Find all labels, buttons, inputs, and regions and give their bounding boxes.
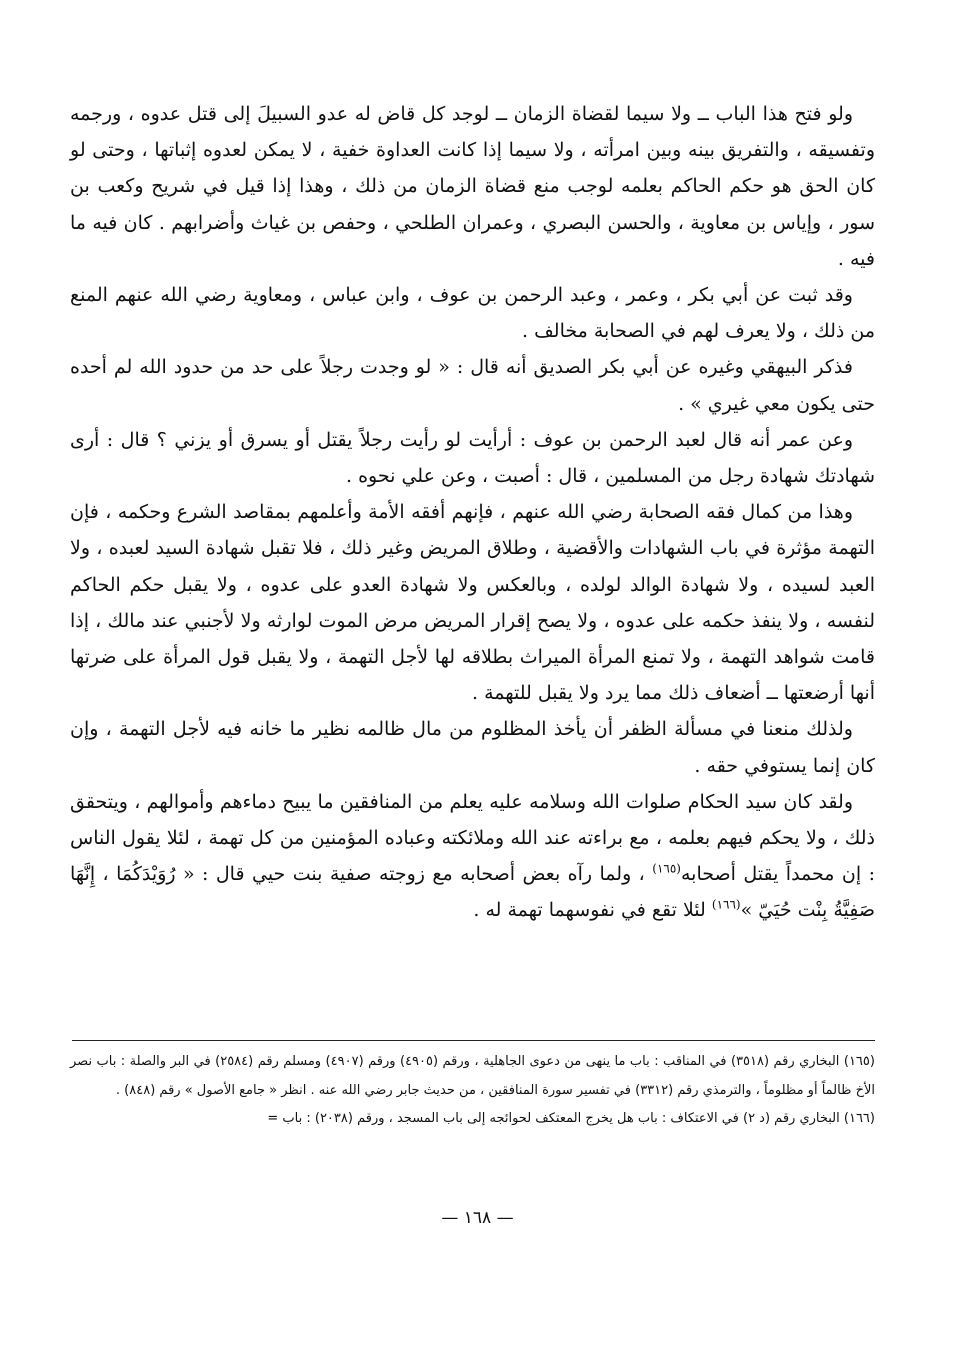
paragraph-3: فذكر البيهقي وغيره عن أبي بكر الصديق أنه قال : « لو وجدت رجلاً على حد من حدود الله لم أحده حتى يكون معي غيري » . [70, 356, 875, 415]
paragraph-7-part-2: ، ولما رآه بعض أصحابه مع زوجته صفية بنت حيي قال : « رُوَيْدَكُمَا ، إِنَّهَا صَفِيَّةُ بِنْت حُيَيّ » [70, 863, 875, 922]
paragraph-2: وقد ثبت عن أبي بكر ، وعمر ، وعبد الرحمن بن عوف ، وابن عباس ، ومعاوية رضي الله عنهم المنع من ذلك ، ولا يعرف لهم في الصحابة مخالف . [70, 284, 875, 343]
footnotes [70, 1048, 875, 1134]
paragraph-6: ولذلك منعنا في مسألة الظفر أن يأخذ المظلوم من مال ظالمه نظير ما خانه فيه لأجل التهمة ، وإن كان إنما يستوفي حقه . [70, 718, 875, 777]
paragraph-5: وهذا من كمال فقه الصحابة رضي الله عنهم ، فإنهم أفقه الأمة وأعلمهم بمقاصد الشرع وحكمه ، فإن التهمة مؤثرة في باب الشهادات والأقضية ، وطلاق المريض وغير ذلك ، فلا تقبل شهادة السيد لعبده ، ولا العبد لسيده ، ولا شهادة الوالد لولده ، وبالعكس ولا شهادة العدو على عدوه ، ولا يقبل حكم الحاكم لنفسه ، ولا ينفذ حكمه على عدوه ، ولا يصح إقرار المريض مرض الموت لوارثه ولا لأجنبي عند مالك ، إذا قامت شواهد التهمة ، ولا تمنع المرأة الميراث بطلاقه لها لأجل التهمة ، ولا يقبل قول المرأة على ضرتها أنها أرضعتها ــ أضعاف ذلك مما يرد ولا يقبل للتهمة . [70, 501, 875, 705]
footnote-165: (١٦٥) البخاري رقم (٣٥١٨) في المناقب : باب ما ينهى من دعوى الجاهلية ، ورقم (٤٩٠٥) ورقم (٤٩٠٧) ومسلم رقم (٢٥٨٤) في البر والصلة : باب نصر الأخ ظالماً أو مظلوماً ، والترمذي رقم (٣٣١٢) في تفسير سورة المنافقين ، من حديث جابر رضي الله عنه . انظر « جامع الأصول » رقم (٨٤٨) . [70, 1054, 875, 1098]
paragraph-4: وعن عمر أنه قال لعبد الرحمن بن عوف : أرأيت لو رأيت رجلاً يقتل أو يسرق أو يزني ؟ قال : أرى شهادتك شهادة رجل من المسلمين ، قال : أصبت ، وعن علي نحوه . [70, 428, 875, 488]
footnote-166: (١٦٦) البخاري رقم (د ٢) في الاعتكاف : باب هل يخرج المعتكف لحوائجه إلى باب المسجد ، ورقم (٢٠٣٨) : باب = [267, 1111, 875, 1126]
paragraph-7 [70, 784, 875, 929]
main-text [70, 96, 875, 929]
page-number: — ١٦٨ — [441, 1208, 514, 1228]
paragraph-7-part-1: ولقد كان سيد الحكام صلوات الله وسلامه عليه يعلم من المنافقين ما يبيح دماءهم وأموالهم ، ويتحقق ذلك ، ولا يحكم فيهم بعلمه ، مع براءته عند الله وملائكته وعباده المؤمنين من كل تهمة ، لئلا يقول الناس : إن محمداً يقتل أصحابه [70, 790, 875, 886]
footnote-separator [72, 1040, 875, 1041]
paragraph-1: ولو فتح هذا الباب ــ ولا سيما لقضاة الزمان ــ لوجد كل قاض له عدو السبيلَ إلى قتل عدوه ، ورجمه وتفسيقه ، والتفريق بينه وبين امرأته ، ولا سيما إذا كانت العداوة خفية ، لا يمكن لعدوه إثباتها ، وحتى لو كان الحق هو حكم الحاكم بعلمه لوجب منع قضاة الزمان من ذلك ، وهذا إذا قيل في شريح وكعب بن سور ، وإياس بن معاوية ، والحسن البصري ، وعمران الطلحي ، وحفص بن غياث وأضرابهم . كان فيه ما فيه . [70, 103, 875, 270]
footnote-ref-166: (١٦٦) [711, 898, 741, 913]
footnote-ref-165: (١٦٥) [652, 861, 681, 876]
paragraph-7-part-3: لئلا تقع في نفوسهما تهمة له . [473, 899, 712, 922]
